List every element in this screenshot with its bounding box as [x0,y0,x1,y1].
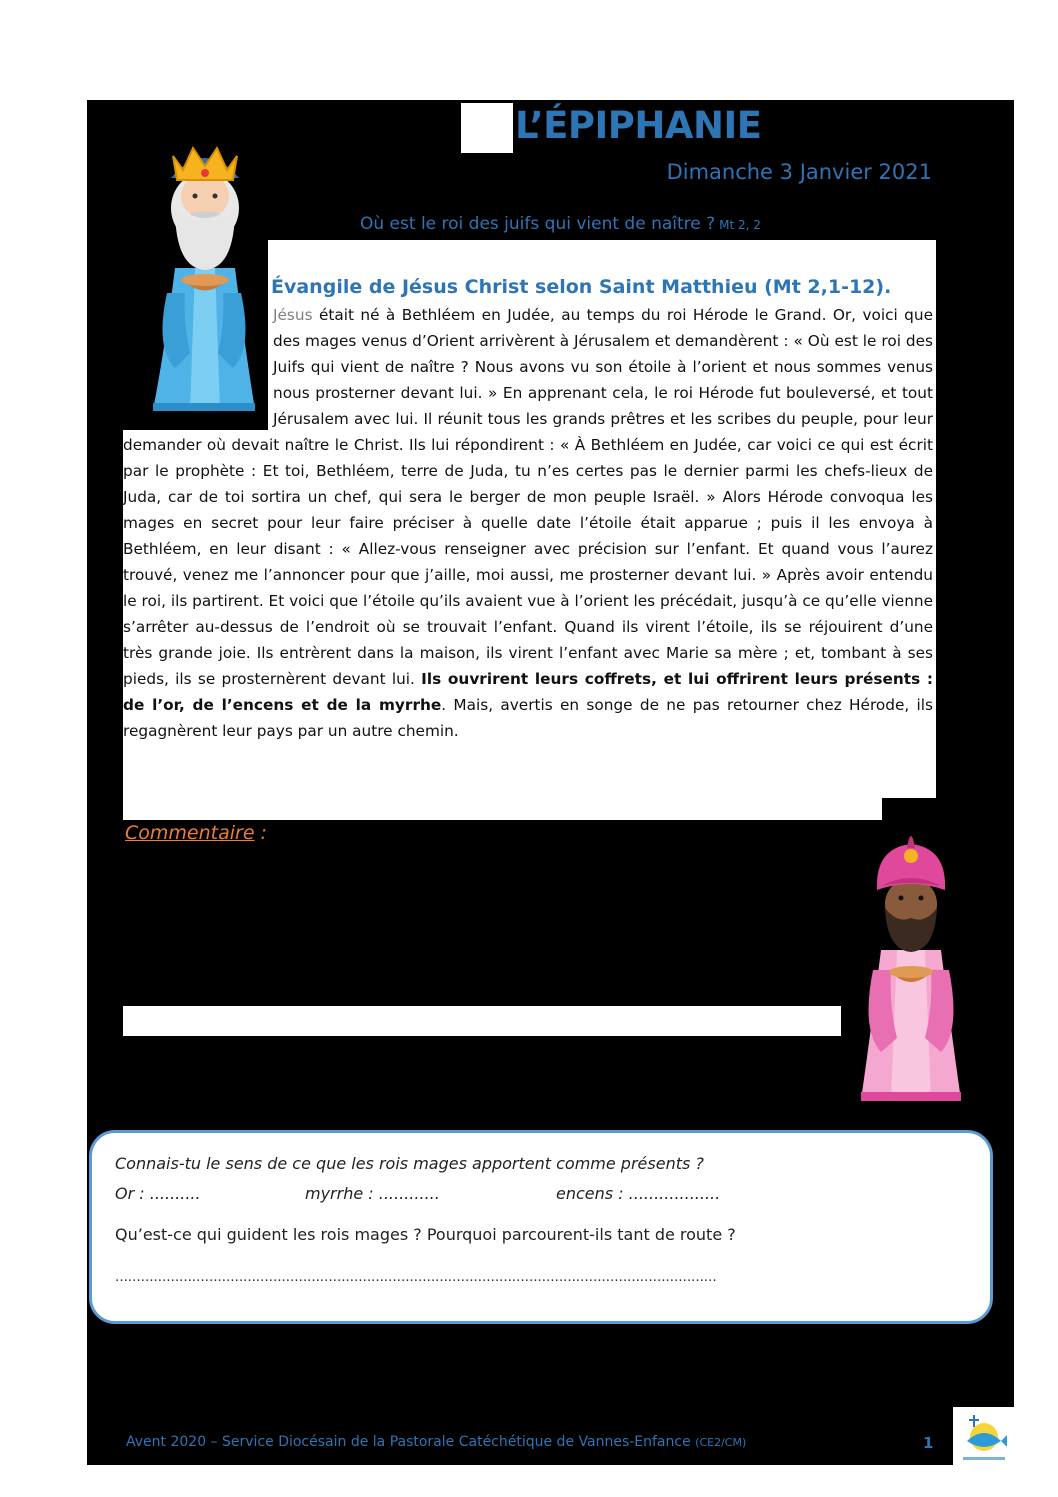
page-date: Dimanche 3 Janvier 2021 [666,160,932,184]
footer-main: Avent 2020 – Service Diocésain de la Pastorale Catéchétique de Vannes-Enfance [126,1434,691,1450]
gospel-body-bold: Ils ouvrirent leurs coffrets, et lui offrirent leurs présents : de l’or, de l’encens et de la myrrhe [123,670,934,714]
gospel-body-part2: . Mais, avertis en songe de ne pas retourner chez Hérode, ils regagnèrent leur pays par un autre chemin. [123,696,934,740]
commentary-word: Commentaire [125,822,255,844]
answer-encens: encens : .................. [556,1184,721,1203]
gospel-first-word: Jésus [273,306,313,324]
gospel-heading: Évangile de Jésus Christ selon Saint Matthieu (Mt 2,1-12). [271,276,892,298]
king-pink-robe-icon [855,820,967,1108]
answer-or: Or : .......... [115,1184,201,1203]
question-presents: Connais-tu le sens de ce que les rois mages apportent comme présents ? [115,1154,704,1173]
commentary-box [123,1006,841,1036]
footer-text [126,1434,746,1450]
commentary-label [125,822,267,844]
gospel-text [123,302,933,744]
subtitle-reference: Mt 2, 2 [719,218,761,232]
diocese-logo-icon [953,1407,1015,1469]
page-subtitle [360,214,761,234]
question-guide: Qu’est-ce qui guident les rois mages ? Pourquoi parcourent-ils tant de route ? [115,1225,736,1244]
gospel-body-part1: était né à Bethléem en Judée, au temps du roi Hérode le Grand. Or, voici que des mages venus d’Orient arrivèrent à Jérusalem et demandèrent : « Où est le roi des Juifs qui vient de naître ? Nous avons vu son étoile à l’orient et nous sommes venus nous prosterner devant lui. » En apprenant cela, le roi Hérode fut bouleversé, et tout Jérusalem avec lui. Il réunit tous les grands prêtres et les scribes du peuple, pour leur demander où devait naître le Christ. Ils lui répondirent : « À Bethléem en Judée, car voici ce qui est écrit par le prophète : Et toi, Bethléem, terre de Juda, tu n’es certes pas le dernier parmi les chefs-lieux de Juda, car de toi sortira un chef, qui sera le berger de mon peuple Israël. » Alors Hérode convoqua les mages en secret pour leur faire préciser à quelle date l’étoile était apparue ; puis il les envoya à Bethléem, en leur disant : « Allez-vous renseigner avec précision sur l’enfant. Et quand vous l’aurez trouvé, venez me l’annoncer pour que j’aille, moi aussi, me prosterner devant lui. » Après avoir entendu le roi, ils partirent. Et voici que l’étoile qu’ils avaient vue à l’orient les précédait, jusqu’à ce qu’elle vienne s’arrêter au-dessus de l’endroit où se trouvait l’enfant. Quand ils virent l’étoile, ils se réjouirent d’une très grande joie. Ils entrèrent dans la maison, ils virent l’enfant avec Marie sa mère ; et, tombant à ses pieds, ils se prosternèrent devant lui. [123,306,933,688]
king-image-spacer [123,302,273,430]
answer-myrrhe: myrrhe : ............ [305,1184,440,1203]
page-title: L’ÉPIPHANIE [515,104,762,147]
page-number: 1 [923,1434,934,1452]
commentary-suffix: : [254,822,267,844]
subtitle-text: Où est le roi des juifs qui vient de naître ? [360,214,716,234]
gospel-box-tail [123,798,882,820]
footer-level: (CE2/CM) [695,1436,747,1449]
title-white-patch [461,103,513,153]
answer-line: …………………………………………………………………………………………………………………………… [115,1270,717,1285]
